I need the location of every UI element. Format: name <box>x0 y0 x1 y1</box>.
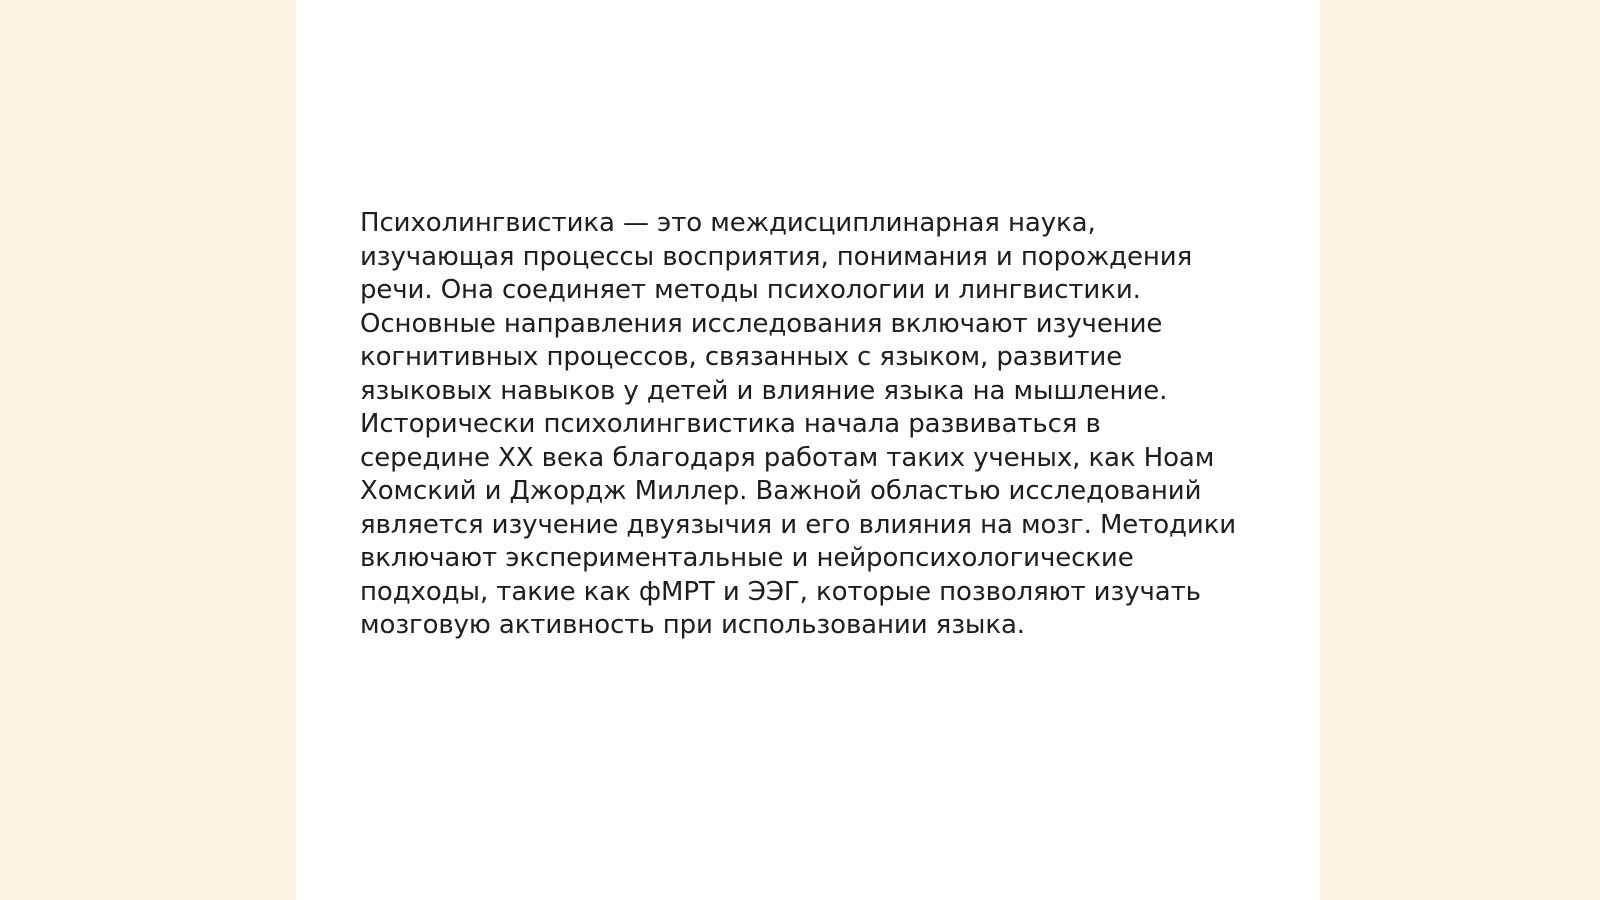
paragraph-line: Психолингвистика — это междисциплинарная наука, <box>360 208 1096 238</box>
paragraph-line: когнитивных процессов, связанных с языком, развитие <box>360 342 1123 372</box>
right-margin-background <box>1320 0 1600 900</box>
paragraph-line: Исторически психолингвистика начала развиваться в <box>360 409 1101 439</box>
left-margin-background <box>0 0 296 900</box>
paragraph-line: Основные направления исследования включают изучение <box>360 308 1163 339</box>
paragraph-line: является изучение двуязычия и его влияния на мозг. Методики <box>360 509 1237 540</box>
paragraph-line: включают экспериментальные и нейропсихологические <box>360 543 1134 573</box>
paragraph-line: изучающая процессы восприятия, понимания и порождения <box>360 241 1193 272</box>
body-paragraph <box>360 207 1260 643</box>
document-page <box>296 0 1320 900</box>
paragraph-line: мозговую активность при использовании языка. <box>360 610 1025 640</box>
paragraph-line: Хомский и Джордж Миллер. Важной областью исследований <box>360 476 1202 506</box>
paragraph-line: языковых навыков у детей и влияние языка на мышление. <box>360 375 1168 406</box>
paragraph-line: подходы, такие как фМРТ и ЭЭГ, которые позволяют изучать <box>360 576 1201 607</box>
paragraph-line: середине XX века благодаря работам таких ученых, как Ноам <box>360 442 1215 473</box>
paragraph-line: речи. Она соединяет методы психологии и лингвистики. <box>360 275 1141 305</box>
